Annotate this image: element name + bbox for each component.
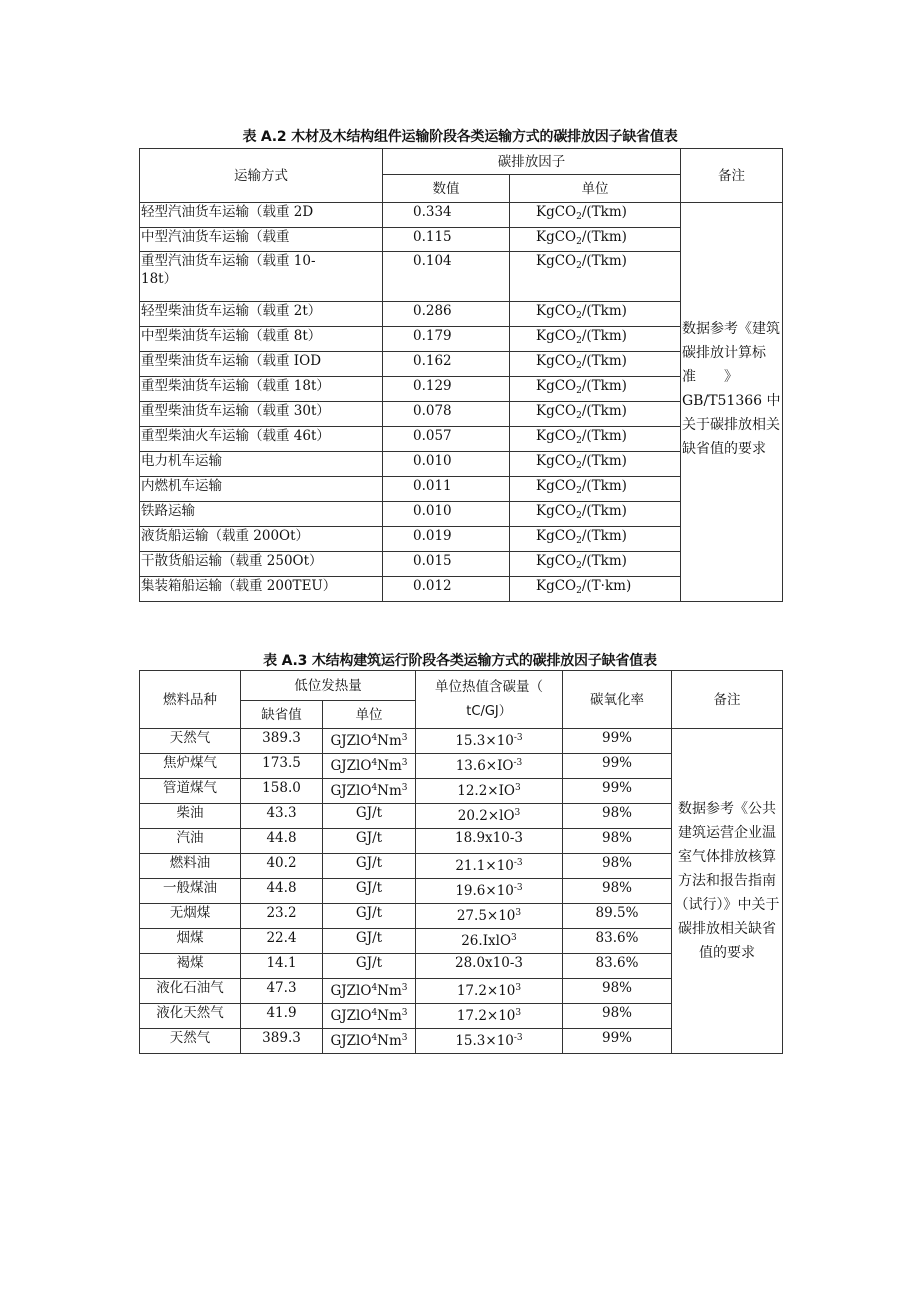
unit-tail: Nm: [377, 1008, 402, 1024]
carbon-content: [416, 954, 563, 979]
header-oxidation: 碳氧化率: [563, 671, 672, 729]
carbon-superscript: -3: [513, 758, 523, 768]
oxidation-rate: 98%: [563, 804, 672, 829]
factor-unit: [510, 502, 681, 527]
factor-value: 0.334: [383, 203, 510, 228]
unit-tail: Nm: [377, 1033, 402, 1049]
unit-text: GJ/t: [355, 830, 383, 846]
unit-subscript: 2: [576, 486, 582, 496]
factor-value: 0.115: [383, 228, 510, 252]
heat-default: 23.2: [241, 904, 323, 929]
unit-text: GJ/t: [355, 880, 383, 896]
unit-superscript: 4: [371, 733, 378, 743]
transport-mode: [140, 352, 383, 377]
mode-text: 电力机车运输: [141, 453, 222, 469]
unit-tail: Nm: [377, 983, 402, 999]
unit-subscript: 2: [576, 336, 582, 346]
mode-text: 铁路运输: [141, 503, 195, 519]
heat-default: 158.0: [241, 779, 323, 804]
carbon-superscript: 3: [515, 908, 522, 918]
unit-subscript: 2: [576, 536, 582, 546]
transport-mode: [140, 402, 383, 427]
heat-unit: [323, 1029, 416, 1054]
unit-tail-superscript: 3: [401, 733, 408, 743]
unit-superscript: 4: [371, 1033, 378, 1043]
mode-text: 重型柴油火车运输（载重 46t）: [141, 428, 330, 444]
heat-unit: [323, 829, 416, 854]
unit-prefix: KgCO: [536, 478, 577, 494]
transport-mode: [140, 477, 383, 502]
unit-text: GJZlO: [330, 758, 372, 774]
mode-text: 重型柴油货车运输（载重 18t）: [141, 378, 330, 394]
heat-unit: [323, 1004, 416, 1029]
transport-mode: [140, 377, 383, 402]
unit-suffix: /(Tkm): [581, 353, 627, 369]
oxidation-rate: 98%: [563, 879, 672, 904]
unit-subscript: 2: [576, 461, 582, 471]
factor-unit: [510, 527, 681, 552]
heat-default: 40.2: [241, 854, 323, 879]
factor-value: 0.010: [383, 502, 510, 527]
factor-value: 0.104: [383, 252, 510, 302]
factor-unit: [510, 352, 681, 377]
unit-prefix: KgCO: [536, 503, 577, 519]
carbon-text: 13.6×IO: [455, 758, 514, 774]
header-carbon: [416, 671, 563, 729]
unit-prefix: KgCO: [536, 253, 577, 269]
heat-unit: [323, 779, 416, 804]
mode-text: 内燃机车运输: [141, 478, 222, 494]
factor-unit: [510, 228, 681, 252]
table-row: [140, 729, 783, 754]
unit-suffix: /(Tkm): [581, 229, 627, 245]
unit-text: GJ/t: [355, 855, 383, 871]
fuel-name: 天然气: [140, 729, 241, 754]
fuel-name: 天然气: [140, 1029, 241, 1054]
carbon-text: 26.IxlO: [461, 933, 512, 949]
unit-superscript: 4: [371, 783, 378, 793]
carbon-text: 20.2×lO: [457, 808, 515, 824]
factor-value: 0.286: [383, 302, 510, 327]
fuel-name: 一般煤油: [140, 879, 241, 904]
carbon-content: [416, 729, 563, 754]
unit-text: GJ/t: [355, 930, 383, 946]
factor-unit: [510, 427, 681, 452]
heat-default: 44.8: [241, 829, 323, 854]
mode-text: 重型柴油货车运输（载重 30t）: [141, 403, 330, 419]
heat-unit: [323, 879, 416, 904]
heat-default: 22.4: [241, 929, 323, 954]
heat-default: 47.3: [241, 979, 323, 1004]
heat-unit: [323, 979, 416, 1004]
heat-unit: [323, 904, 416, 929]
unit-suffix: /(Tkm): [581, 403, 627, 419]
remark-note: 数据参考《公共建筑运营企业温室气体排放核算方法和报告指南（试行）》中关于碳排放相关缺省值的要求: [672, 729, 783, 1054]
unit-text: GJ/t: [355, 955, 383, 971]
unit-suffix: /(Tkm): [581, 478, 627, 494]
factor-unit: [510, 377, 681, 402]
unit-prefix: KgCO: [536, 353, 577, 369]
carbon-content: [416, 879, 563, 904]
header-factor: 碳排放因子: [383, 149, 681, 175]
carbon-text: 28.0x10-3: [454, 955, 523, 971]
header-note: 备注: [681, 149, 783, 203]
carbon-text: 15.3×10: [455, 733, 514, 749]
unit-subscript: 2: [576, 586, 582, 596]
carbon-superscript: 3: [514, 808, 521, 818]
carbon-content: [416, 854, 563, 879]
oxidation-rate: 83.6%: [563, 954, 672, 979]
unit-prefix: KgCO: [536, 578, 577, 594]
carbon-text: 17.2×10: [456, 1008, 516, 1024]
carbon-superscript: -3: [513, 733, 523, 743]
carbon-content: [416, 1004, 563, 1029]
heat-unit: [323, 854, 416, 879]
heat-unit: [323, 804, 416, 829]
header-mode: 运输方式: [140, 149, 383, 203]
heat-default: 44.8: [241, 879, 323, 904]
unit-superscript: 4: [371, 983, 378, 993]
unit-suffix: /(Tkm): [581, 453, 627, 469]
fuel-name: 管道煤气: [140, 779, 241, 804]
mode-text: 重型汽油货车运输（载重 10-: [141, 253, 316, 269]
factor-unit: [510, 327, 681, 352]
mode-text: 重型柴油货车运输（载重 IOD: [141, 353, 322, 369]
carbon-content: [416, 1029, 563, 1054]
unit-suffix: /(Tkm): [581, 528, 627, 544]
unit-suffix: /(Tkm): [581, 303, 627, 319]
oxidation-rate: 99%: [563, 779, 672, 804]
oxidation-rate: 99%: [563, 1029, 672, 1054]
mode-text: 中型汽油货车运输（载重: [141, 229, 290, 245]
unit-suffix: /(Tkm): [581, 328, 627, 344]
unit-prefix: KgCO: [536, 378, 577, 394]
unit-tail-superscript: 3: [401, 783, 408, 793]
carbon-superscript: 3: [515, 1008, 522, 1018]
unit-subscript: 2: [576, 436, 582, 446]
unit-subscript: 2: [576, 212, 582, 222]
unit-text: GJ/t: [355, 905, 383, 921]
carbon-content: [416, 929, 563, 954]
unit-text: GJZlO: [330, 983, 372, 999]
carbon-text: 17.2×10: [456, 983, 516, 999]
factor-value: 0.129: [383, 377, 510, 402]
heat-default: 389.3: [241, 729, 323, 754]
factor-value: 0.078: [383, 402, 510, 427]
unit-prefix: KgCO: [536, 453, 577, 469]
factor-unit: [510, 203, 681, 228]
unit-prefix: KgCO: [536, 229, 577, 245]
header-unit: 单位: [510, 175, 681, 203]
heat-default: 389.3: [241, 1029, 323, 1054]
transport-mode: [140, 527, 383, 552]
carbon-superscript: -3: [513, 883, 523, 893]
unit-subscript: 2: [576, 311, 582, 321]
heat-unit: [323, 929, 416, 954]
unit-prefix: KgCO: [536, 403, 577, 419]
carbon-content: [416, 829, 563, 854]
carbon-content: [416, 979, 563, 1004]
oxidation-rate: 98%: [563, 854, 672, 879]
carbon-content: [416, 804, 563, 829]
factor-unit: [510, 552, 681, 577]
fuel-name: 焦炉煤气: [140, 754, 241, 779]
unit-subscript: 2: [576, 261, 582, 271]
unit-tail: Nm: [377, 758, 402, 774]
transport-mode: [140, 577, 383, 602]
oxidation-rate: 99%: [563, 729, 672, 754]
unit-text: GJ/t: [355, 805, 383, 821]
oxidation-rate: 98%: [563, 829, 672, 854]
unit-subscript: 2: [576, 237, 582, 247]
unit-subscript: 2: [576, 386, 582, 396]
unit-suffix: /(Tkm): [581, 378, 627, 394]
transport-mode: [140, 302, 383, 327]
transport-mode: [140, 502, 383, 527]
heat-unit: [323, 754, 416, 779]
unit-text: GJZlO: [330, 783, 372, 799]
oxidation-rate: 98%: [563, 1004, 672, 1029]
fuel-name: 液化天然气: [140, 1004, 241, 1029]
table-a2: [139, 148, 794, 602]
header-value: 数值: [383, 175, 510, 203]
transport-mode: [140, 327, 383, 352]
carbon-content: [416, 904, 563, 929]
table-row: [140, 203, 783, 228]
mode-text: 轻型汽油货车运输（载重 2D: [141, 204, 314, 220]
unit-tail: Nm: [377, 733, 402, 749]
header-carbon-line2: tC/GJ）: [466, 704, 512, 719]
unit-subscript: 2: [576, 411, 582, 421]
table-a3: [139, 670, 783, 1054]
oxidation-rate: 83.6%: [563, 929, 672, 954]
factor-unit: [510, 477, 681, 502]
factor-value: 0.162: [383, 352, 510, 377]
fuel-name: 柴油: [140, 804, 241, 829]
transport-mode: [140, 452, 383, 477]
heat-default: 41.9: [241, 1004, 323, 1029]
oxidation-rate: 89.5%: [563, 904, 672, 929]
carbon-content: [416, 779, 563, 804]
factor-unit: [510, 302, 681, 327]
unit-prefix: KgCO: [536, 528, 577, 544]
heat-default: 14.1: [241, 954, 323, 979]
fuel-name: 无烟煤: [140, 904, 241, 929]
factor-value: 0.179: [383, 327, 510, 352]
mode-text: 集装箱船运输（载重 200TEU）: [141, 578, 337, 594]
mode-text: 液货船运输（载重 200Ot）: [141, 528, 310, 544]
unit-superscript: 4: [371, 758, 378, 768]
carbon-text: 27.5×10: [456, 908, 516, 924]
transport-mode: [140, 552, 383, 577]
heat-default: 173.5: [241, 754, 323, 779]
oxidation-rate: 98%: [563, 979, 672, 1004]
mode-text: 轻型柴油货车运输（载重 2t）: [141, 303, 322, 319]
carbon-superscript: 3: [515, 983, 522, 993]
unit-superscript: 4: [371, 1008, 378, 1018]
header-carbon-line1: 单位热值含碳量（: [435, 679, 543, 695]
unit-subscript: 2: [576, 561, 582, 571]
unit-text: GJZlO: [330, 1008, 372, 1024]
carbon-text: 21.1×10: [455, 858, 514, 874]
transport-mode: [140, 252, 383, 302]
unit-suffix: /(T·km): [581, 578, 632, 594]
unit-prefix: KgCO: [536, 204, 577, 220]
transport-mode: [140, 203, 383, 228]
remark-note: 数据参考《建筑碳排放计算标 准 》GB/T51366 中关于碳排放相关缺省值的要求: [681, 203, 783, 602]
factor-value: 0.057: [383, 427, 510, 452]
unit-tail-superscript: 3: [401, 758, 408, 768]
carbon-text: 19.6×10: [455, 883, 514, 899]
factor-unit: [510, 577, 681, 602]
unit-tail-superscript: 3: [401, 1008, 408, 1018]
header-note: 备注: [672, 671, 783, 729]
fuel-name: 燃料油: [140, 854, 241, 879]
unit-suffix: /(Tkm): [581, 553, 627, 569]
unit-suffix: /(Tkm): [581, 428, 627, 444]
heat-unit: [323, 954, 416, 979]
header-heat: 低位发热量: [241, 671, 416, 701]
carbon-content: [416, 754, 563, 779]
factor-value: 0.011: [383, 477, 510, 502]
unit-prefix: KgCO: [536, 303, 577, 319]
table-a2-caption: 表 A.2 木材及木结构组件运输阶段各类运输方式的碳排放因子缺省值表: [242, 129, 678, 145]
unit-text: GJZlO: [330, 1033, 372, 1049]
unit-tail-superscript: 3: [401, 1033, 408, 1043]
oxidation-rate: 99%: [563, 754, 672, 779]
carbon-text: 18.9x10-3: [454, 830, 523, 846]
unit-suffix: /(Tkm): [581, 204, 627, 220]
factor-value: 0.012: [383, 577, 510, 602]
carbon-superscript: -3: [513, 858, 523, 868]
carbon-superscript: 3: [515, 783, 521, 793]
fuel-name: 液化石油气: [140, 979, 241, 1004]
unit-tail-superscript: 3: [401, 983, 408, 993]
unit-tail: Nm: [377, 783, 402, 799]
table-a3-caption: 表 A.3 木结构建筑运行阶段各类运输方式的碳排放因子缺省值表: [263, 653, 657, 669]
unit-text: GJZlO: [330, 733, 372, 749]
heat-default: 43.3: [241, 804, 323, 829]
unit-subscript: 2: [576, 361, 582, 371]
mode-text-line2: 18t）: [141, 271, 178, 287]
unit-subscript: 2: [576, 511, 582, 521]
carbon-text: 15.3×10: [455, 1033, 514, 1049]
mode-text: 中型柴油货车运输（载重 8t）: [141, 328, 322, 344]
fuel-name: 褐煤: [140, 954, 241, 979]
fuel-name: 烟煤: [140, 929, 241, 954]
unit-suffix: /(Tkm): [581, 253, 627, 269]
transport-mode: [140, 228, 383, 252]
unit-prefix: KgCO: [536, 328, 577, 344]
unit-prefix: KgCO: [536, 553, 577, 569]
factor-unit: [510, 452, 681, 477]
header-unit: 单位: [323, 701, 416, 729]
fuel-name: 汽油: [140, 829, 241, 854]
carbon-text: 12.2×IO: [457, 783, 516, 799]
mode-text: 干散货船运输（载重 250Ot）: [141, 553, 323, 569]
factor-unit: [510, 252, 681, 302]
header-fuel: 燃料品种: [140, 671, 241, 729]
factor-unit: [510, 402, 681, 427]
factor-value: 0.019: [383, 527, 510, 552]
factor-value: 0.010: [383, 452, 510, 477]
unit-prefix: KgCO: [536, 428, 577, 444]
carbon-superscript: -3: [513, 1033, 523, 1043]
transport-mode: [140, 427, 383, 452]
carbon-superscript: 3: [511, 933, 517, 943]
unit-suffix: /(Tkm): [581, 503, 627, 519]
header-default: 缺省值: [241, 701, 323, 729]
factor-value: 0.015: [383, 552, 510, 577]
heat-unit: [323, 729, 416, 754]
